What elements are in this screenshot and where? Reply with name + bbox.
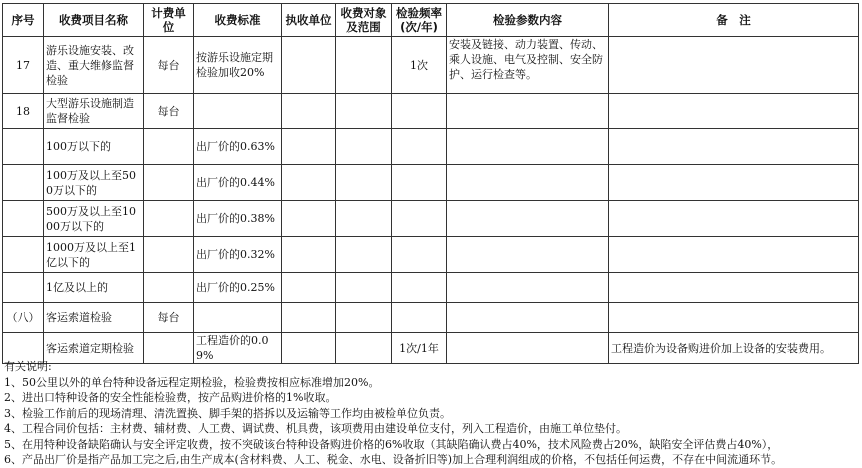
cell-frequency [392,273,447,303]
table-row [3,201,859,237]
cell-name: 大型游乐设施制造监督检验 [44,94,144,129]
cell-frequency: 1次/1年 [392,333,447,364]
note-item: 2、进出口特种设备的安全性能检验费，按产品购进价格的1%收取。 [4,391,337,404]
note-item: 4、工程合同价包括：主材费、辅材费、人工费、调试费、机具费，该项费用由建设单位支付，列入工程造价，由施工单位垫付。 [4,422,627,435]
cell-unit [144,273,194,303]
table-row [3,94,859,129]
notes-section [4,359,860,468]
cell-unit [144,237,194,273]
cell-standard: 出厂价的0.63% [194,129,282,165]
cell-frequency [392,303,447,333]
cell-name: 1000万及以上至1亿以下的 [44,237,144,273]
cell-standard: 工程造价的0.09% [194,333,282,364]
header-collector: 执收单位 [282,4,336,37]
header-params: 检验参数内容 [447,4,609,37]
table-row [3,303,859,333]
cell-name: 1亿及以上的 [44,273,144,303]
header-scope: 收费对象及范围 [336,4,392,37]
header-remark: 备 注 [609,4,859,37]
cell-collector [282,165,336,201]
cell-frequency [392,94,447,129]
cell-collector [282,237,336,273]
cell-remark [609,237,859,273]
cell-params [447,94,609,129]
cell-remark [609,165,859,201]
note-item: 3、检验工作前后的现场清理、清洗置换、脚手架的搭拆以及运输等工作均由被检单位负责。 [4,406,451,420]
cell-frequency [392,237,447,273]
cell-scope [336,129,392,165]
cell-scope [336,201,392,237]
cell-standard: 出厂价的0.44% [194,165,282,201]
cell-standard: 出厂价的0.38% [194,201,282,237]
note-item: 6、产品出厂价是指产品加工完之后,由生产成本(含材料费、人工、税金、水电、设备折旧等)加上合理利润组成的价格，不包括任何运费，不存在中间流通环节。 [4,453,783,466]
cell-remark: 工程造价为设备购进价加上设备的安装费用。 [609,333,859,364]
cell-scope [336,303,392,333]
cell-frequency [392,165,447,201]
cell-params [447,165,609,201]
header-seq: 序号 [3,4,44,37]
cell-params [447,273,609,303]
table-row [3,37,859,94]
cell-unit [144,165,194,201]
cell-unit: 每台 [144,37,194,94]
table-row [3,237,859,273]
cell-name: 游乐设施安装、改造、重大维修监督检验 [44,37,144,94]
cell-remark [609,129,859,165]
header-name: 收费项目名称 [44,4,144,37]
cell-seq: 17 [3,37,44,94]
cell-name: 100万以下的 [44,129,144,165]
cell-standard: 出厂价的0.25% [194,273,282,303]
cell-collector [282,303,336,333]
cell-collector [282,94,336,129]
table-row [3,273,859,303]
cell-seq [3,129,44,165]
cell-unit [144,129,194,165]
cell-remark [609,37,859,94]
cell-name: 客运索道检验 [44,303,144,333]
cell-params [447,237,609,273]
cell-params: 安装及链接、动力装置、传动、乘人设施、电气及控制、安全防护、运行检查等。 [447,37,609,94]
cell-collector [282,201,336,237]
fee-table [2,3,859,364]
cell-params [447,201,609,237]
cell-remark [609,201,859,237]
cell-seq: （八） [3,303,44,333]
cell-unit: 每台 [144,94,194,129]
cell-name: 客运索道定期检验 [44,333,144,364]
cell-remark [609,94,859,129]
cell-collector [282,273,336,303]
cell-seq [3,165,44,201]
cell-remark [609,303,859,333]
cell-seq [3,273,44,303]
cell-remark [609,273,859,303]
table-row [3,129,859,165]
cell-scope [336,273,392,303]
cell-frequency [392,129,447,165]
cell-frequency: 1次 [392,37,447,94]
notes-title: 有关说明: [4,360,52,373]
note-item: 5、在用特种设备缺陷确认与安全评定收费，按不突破该台特种设备购进价格的6%收取（其缺陷确认费占40%，技术风险费占20%，缺陷安全评估费占40%）， [4,437,779,451]
cell-params [447,129,609,165]
table-row [3,165,859,201]
cell-frequency [392,201,447,237]
cell-collector [282,37,336,94]
cell-seq [3,201,44,237]
cell-standard [194,94,282,129]
note-item: 1、50公里以外的单台特种设备远程定期检验，检验费按相应标准增加20%。 [4,375,380,389]
cell-scope [336,237,392,273]
cell-scope [336,37,392,94]
cell-standard [194,303,282,333]
cell-seq: 18 [3,94,44,129]
header-unit: 计费单位 [144,4,194,37]
cell-scope [336,94,392,129]
cell-name: 500万及以上至1000万以下的 [44,201,144,237]
cell-standard: 按游乐设施定期检验加收20% [194,37,282,94]
cell-name: 100万及以上至500万以下的 [44,165,144,201]
cell-standard: 出厂价的0.32% [194,237,282,273]
cell-params [447,303,609,333]
cell-unit [144,201,194,237]
header-standard: 收费标准 [194,4,282,37]
cell-unit: 每台 [144,303,194,333]
cell-seq [3,237,44,273]
cell-collector [282,129,336,165]
header-frequency: 检验频率(次/年) [392,4,447,37]
cell-scope [336,165,392,201]
header-row [3,4,859,37]
